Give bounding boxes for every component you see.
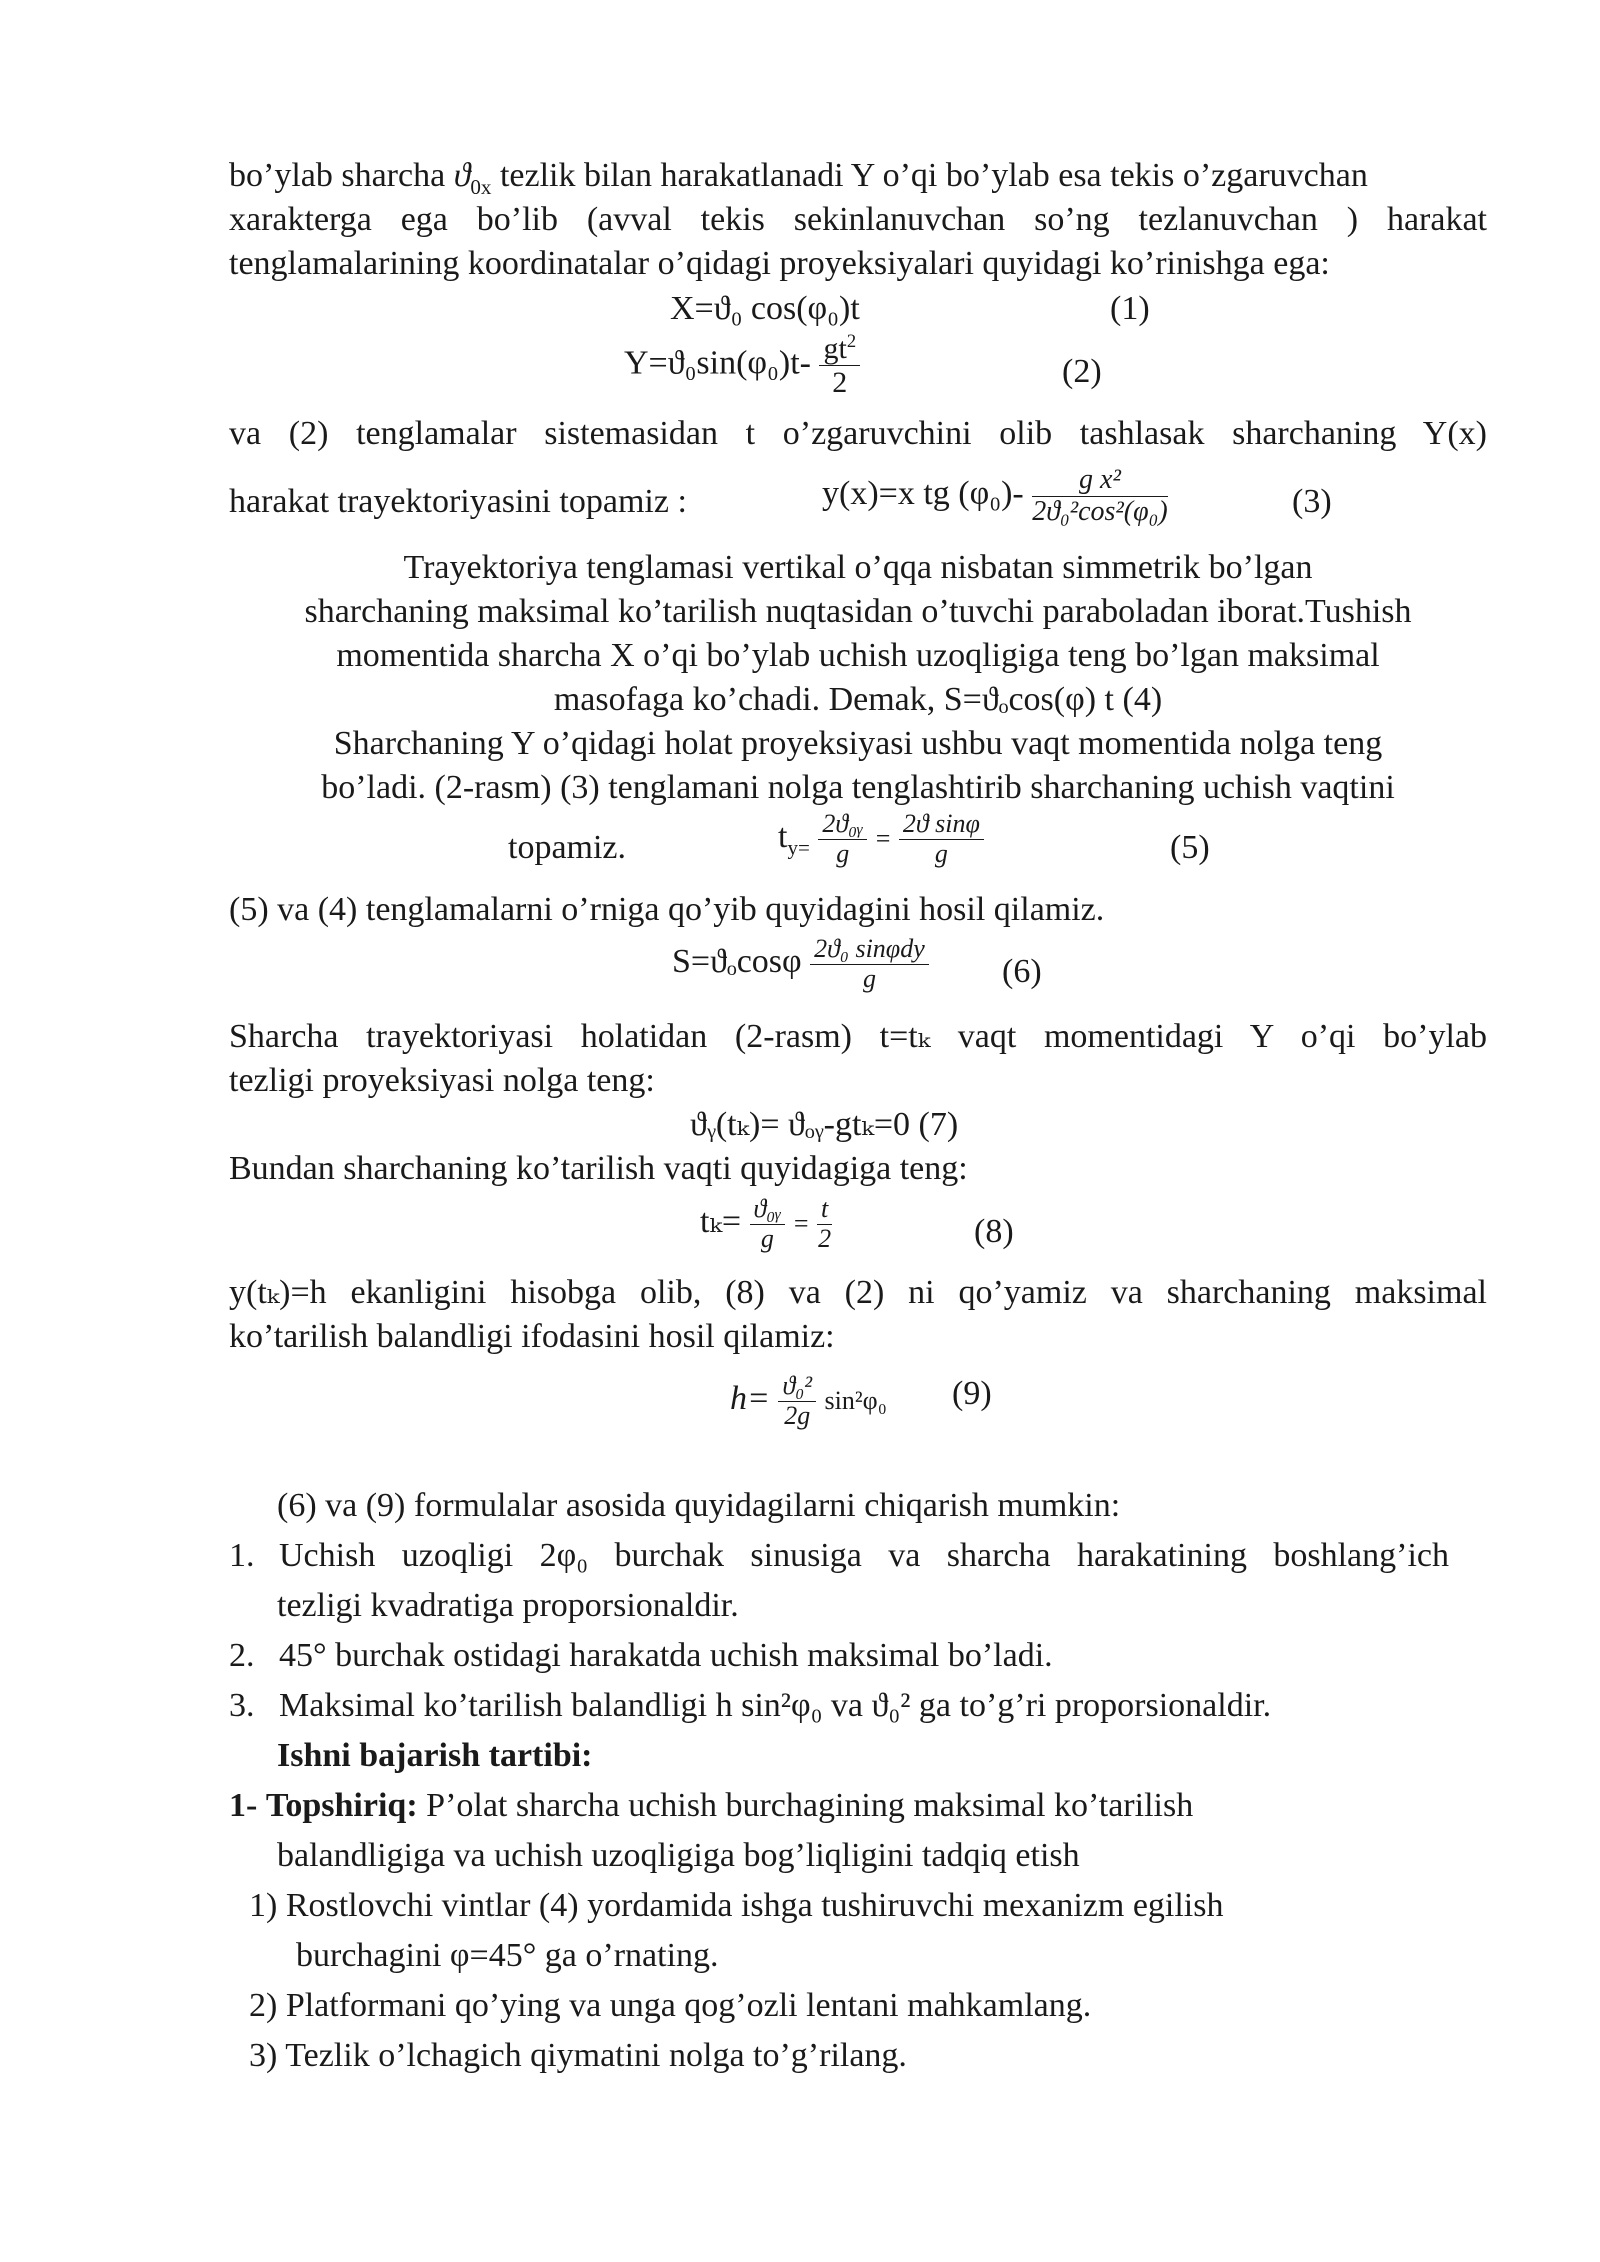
step-text: Tezlik o’lchagich qiymatini nolga to’g’rilang.	[285, 2037, 907, 2074]
numerator: 2ϑ sinφ	[899, 810, 984, 840]
eq-left: S=ϑₒcosφ	[672, 942, 802, 980]
denominator: 2g	[784, 1400, 811, 1430]
equation-number: (5)	[1170, 829, 1210, 866]
paragraph-line: Sharcha trayektoriyasi holatidan (2-rasm) t=tₖ vaqt momentidagi Y o’qi bo’ylab	[229, 1018, 1487, 1055]
fraction	[899, 810, 984, 868]
denominator: g	[862, 963, 876, 993]
step-number: 1)	[249, 1887, 278, 1924]
eq-left: h=	[730, 1379, 770, 1417]
task-line: P’olat sharcha uchish burchagining maksimal ko’tarilish	[426, 1787, 1194, 1824]
paragraph-line: masofaga ko’chadi. Demak, S=ϑₒcos(φ) t (4)	[553, 681, 1163, 718]
exponent: 2	[846, 331, 857, 352]
numerator: 2ϑ₀ sinφdy	[810, 935, 929, 965]
step-number: 3)	[249, 2037, 278, 2074]
heading-text: Ishni bajarish tartibi:	[277, 1737, 593, 1774]
task-item	[229, 1784, 1449, 1828]
denominator: g	[760, 1223, 774, 1253]
numerator: t	[817, 1195, 832, 1225]
paragraph-line: Sharchaning Y o’qidagi holat proyeksiyasi ushbu vaqt momentida nolga teng	[333, 725, 1383, 762]
equation-5	[778, 810, 984, 870]
equation-6	[672, 935, 929, 993]
fraction	[819, 332, 860, 399]
paragraph-line: (6) va (9) formulalar asosida quyidagilarni chiqarish mumkin:	[277, 1487, 1121, 1524]
list-item-continuation: tezligi kvadratiga proporsionaldir.	[277, 1587, 739, 1624]
denominator: 2ϑ₀²cos²(φ₀)	[1032, 495, 1168, 527]
paragraph-line: ko’tarilish balandligi ifodasini hosil qilamiz:	[229, 1318, 835, 1355]
denominator: g	[836, 838, 850, 868]
task-text	[266, 1787, 1193, 1824]
equation-7: ϑᵧ(tₖ)= ϑₒᵧ-gtₖ=0 (7)	[690, 1106, 959, 1143]
numerator: ϑ₀²	[778, 1372, 816, 1402]
equation-number: (1)	[1110, 290, 1150, 327]
theta-symbol: ϑ	[453, 157, 471, 194]
numerator	[819, 332, 860, 366]
task-continuation: balandligiga va uchish uzoqligiga bog’liqligini tadqiq etish	[277, 1837, 1080, 1874]
num-text: gt	[823, 332, 847, 365]
equation-8	[700, 1195, 832, 1253]
list-text: 45° burchak ostidagi harakatda uchish maksimal bo’ladi.	[279, 1637, 1053, 1674]
step-item	[249, 1884, 1449, 1928]
denominator: 2	[818, 1223, 832, 1253]
list-number: 2.	[229, 1637, 255, 1674]
list-text: Uchish uzoqligi 2φ₀ burchak sinusiga va sharcha harakatining boshlang’ich	[279, 1537, 1449, 1574]
step-text: Platformani qo’ying va unga qog’ozli lentani mahkamlang.	[285, 1987, 1092, 2024]
equation-2	[624, 332, 860, 399]
equation-number: (6)	[1002, 953, 1042, 990]
list-text: Maksimal ko’tarilish balandligi h sin²φ₀ va ϑ₀² ga to’g’ri proporsionaldir.	[279, 1687, 1272, 1724]
eq-t: t	[778, 817, 788, 855]
text: tezlik bilan harakatlanadi Y o’qi bo’ylab esa tekis o’zgaruvchan	[491, 157, 1368, 194]
paragraph-line: y(tₖ)=h ekanligini hisobga olib, (8) va (2) ni qo’yamiz va sharchaning maksimal	[229, 1274, 1487, 1311]
paragraph-line: harakat trayektoriyasini topamiz :	[229, 483, 687, 520]
eq-left: tₖ=	[700, 1202, 742, 1240]
fraction	[1032, 465, 1167, 528]
paragraph-word: topamiz.	[508, 829, 627, 866]
numerator: 2ϑ₀ᵧ	[818, 810, 867, 840]
numerator: g x²	[1032, 465, 1167, 497]
section-heading	[277, 1734, 593, 1778]
equation-number: (2)	[1062, 353, 1102, 390]
step-item	[249, 1984, 1449, 2028]
equation-9	[730, 1372, 887, 1430]
step-number: 2)	[249, 1987, 278, 2024]
denominator: g	[934, 838, 948, 868]
fraction	[817, 1195, 832, 1253]
task-label: Topshiriq:	[265, 1787, 418, 1824]
equation-number: (9)	[952, 1375, 992, 1412]
paragraph-line: tezligi proyeksiyasi nolga teng:	[229, 1062, 655, 1099]
fraction	[778, 1372, 816, 1430]
equation-3	[822, 465, 1168, 528]
step-continuation: burchagini φ=45° ga o’rnating.	[296, 1937, 719, 1974]
paragraph-line: Trayektoriya tenglamasi vertikal o’qqa nisbatan simmetrik bo’lgan	[403, 549, 1313, 586]
text: bo’ylab sharcha	[229, 157, 454, 194]
paragraph-line: Bundan sharchaning ko’tarilish vaqti quyidagiga teng:	[229, 1150, 968, 1187]
paragraph-line: sharchaning maksimal ko’tarilish nuqtasidan o’tuvchi paraboladan iborat.Tushish	[304, 593, 1412, 630]
equals: =	[793, 1208, 809, 1238]
numerator: ϑ₀ᵧ	[750, 1195, 786, 1225]
eq-right: sin²φ₀	[824, 1385, 887, 1415]
paragraph-line: bo’ladi. (2-rasm) (3) tenglamani nolga tenglashtirib sharchaning uchish vaqtini	[321, 769, 1395, 806]
fraction	[750, 1195, 786, 1253]
list-number: 3.	[229, 1687, 255, 1724]
paragraph-line: xarakterga ega bo’lib (avval tekis sekinlanuvchan so’ng tezlanuvchan ) harakat	[229, 201, 1487, 238]
equation-number: (8)	[974, 1213, 1014, 1250]
equation-1: X=ϑ₀ cos(φ₀)t	[670, 290, 860, 327]
fraction	[810, 935, 929, 993]
equation-number: (3)	[1292, 483, 1332, 520]
eq-left: y(x)=x tg (φ₀)-	[822, 475, 1024, 513]
denominator: 2	[832, 366, 848, 399]
step-item	[249, 2034, 1449, 2078]
task-number: 1-	[229, 1787, 258, 1824]
equals: =	[875, 823, 891, 853]
eq-left: Y=ϑ₀sin(φ₀)t-	[624, 344, 811, 382]
fraction	[818, 810, 867, 868]
paragraph-line: (5) va (4) tenglamalarni o’rniga qo’yib quyidagini hosil qilamiz.	[229, 891, 1105, 928]
step-text: Rostlovchi vintlar (4) yordamida ishga tushiruvchi mexanizm egilish	[285, 1887, 1224, 1924]
paragraph-line: momentida sharcha X o’qi bo’ylab uchish uzoqligiga teng bo’lgan maksimal	[336, 637, 1380, 674]
subscript: y=	[787, 835, 810, 860]
paragraph-line: tenglamalarining koordinatalar o’qidagi proyeksiyalari quyidagi ko’rinishga ega:	[229, 245, 1330, 282]
list-number: 1.	[229, 1537, 255, 1574]
subscript: 0x	[470, 174, 492, 199]
paragraph-line: va (2) tenglamalar sistemasidan t o’zgaruvchini olib tashlasak sharchaning Y(x)	[229, 415, 1487, 452]
